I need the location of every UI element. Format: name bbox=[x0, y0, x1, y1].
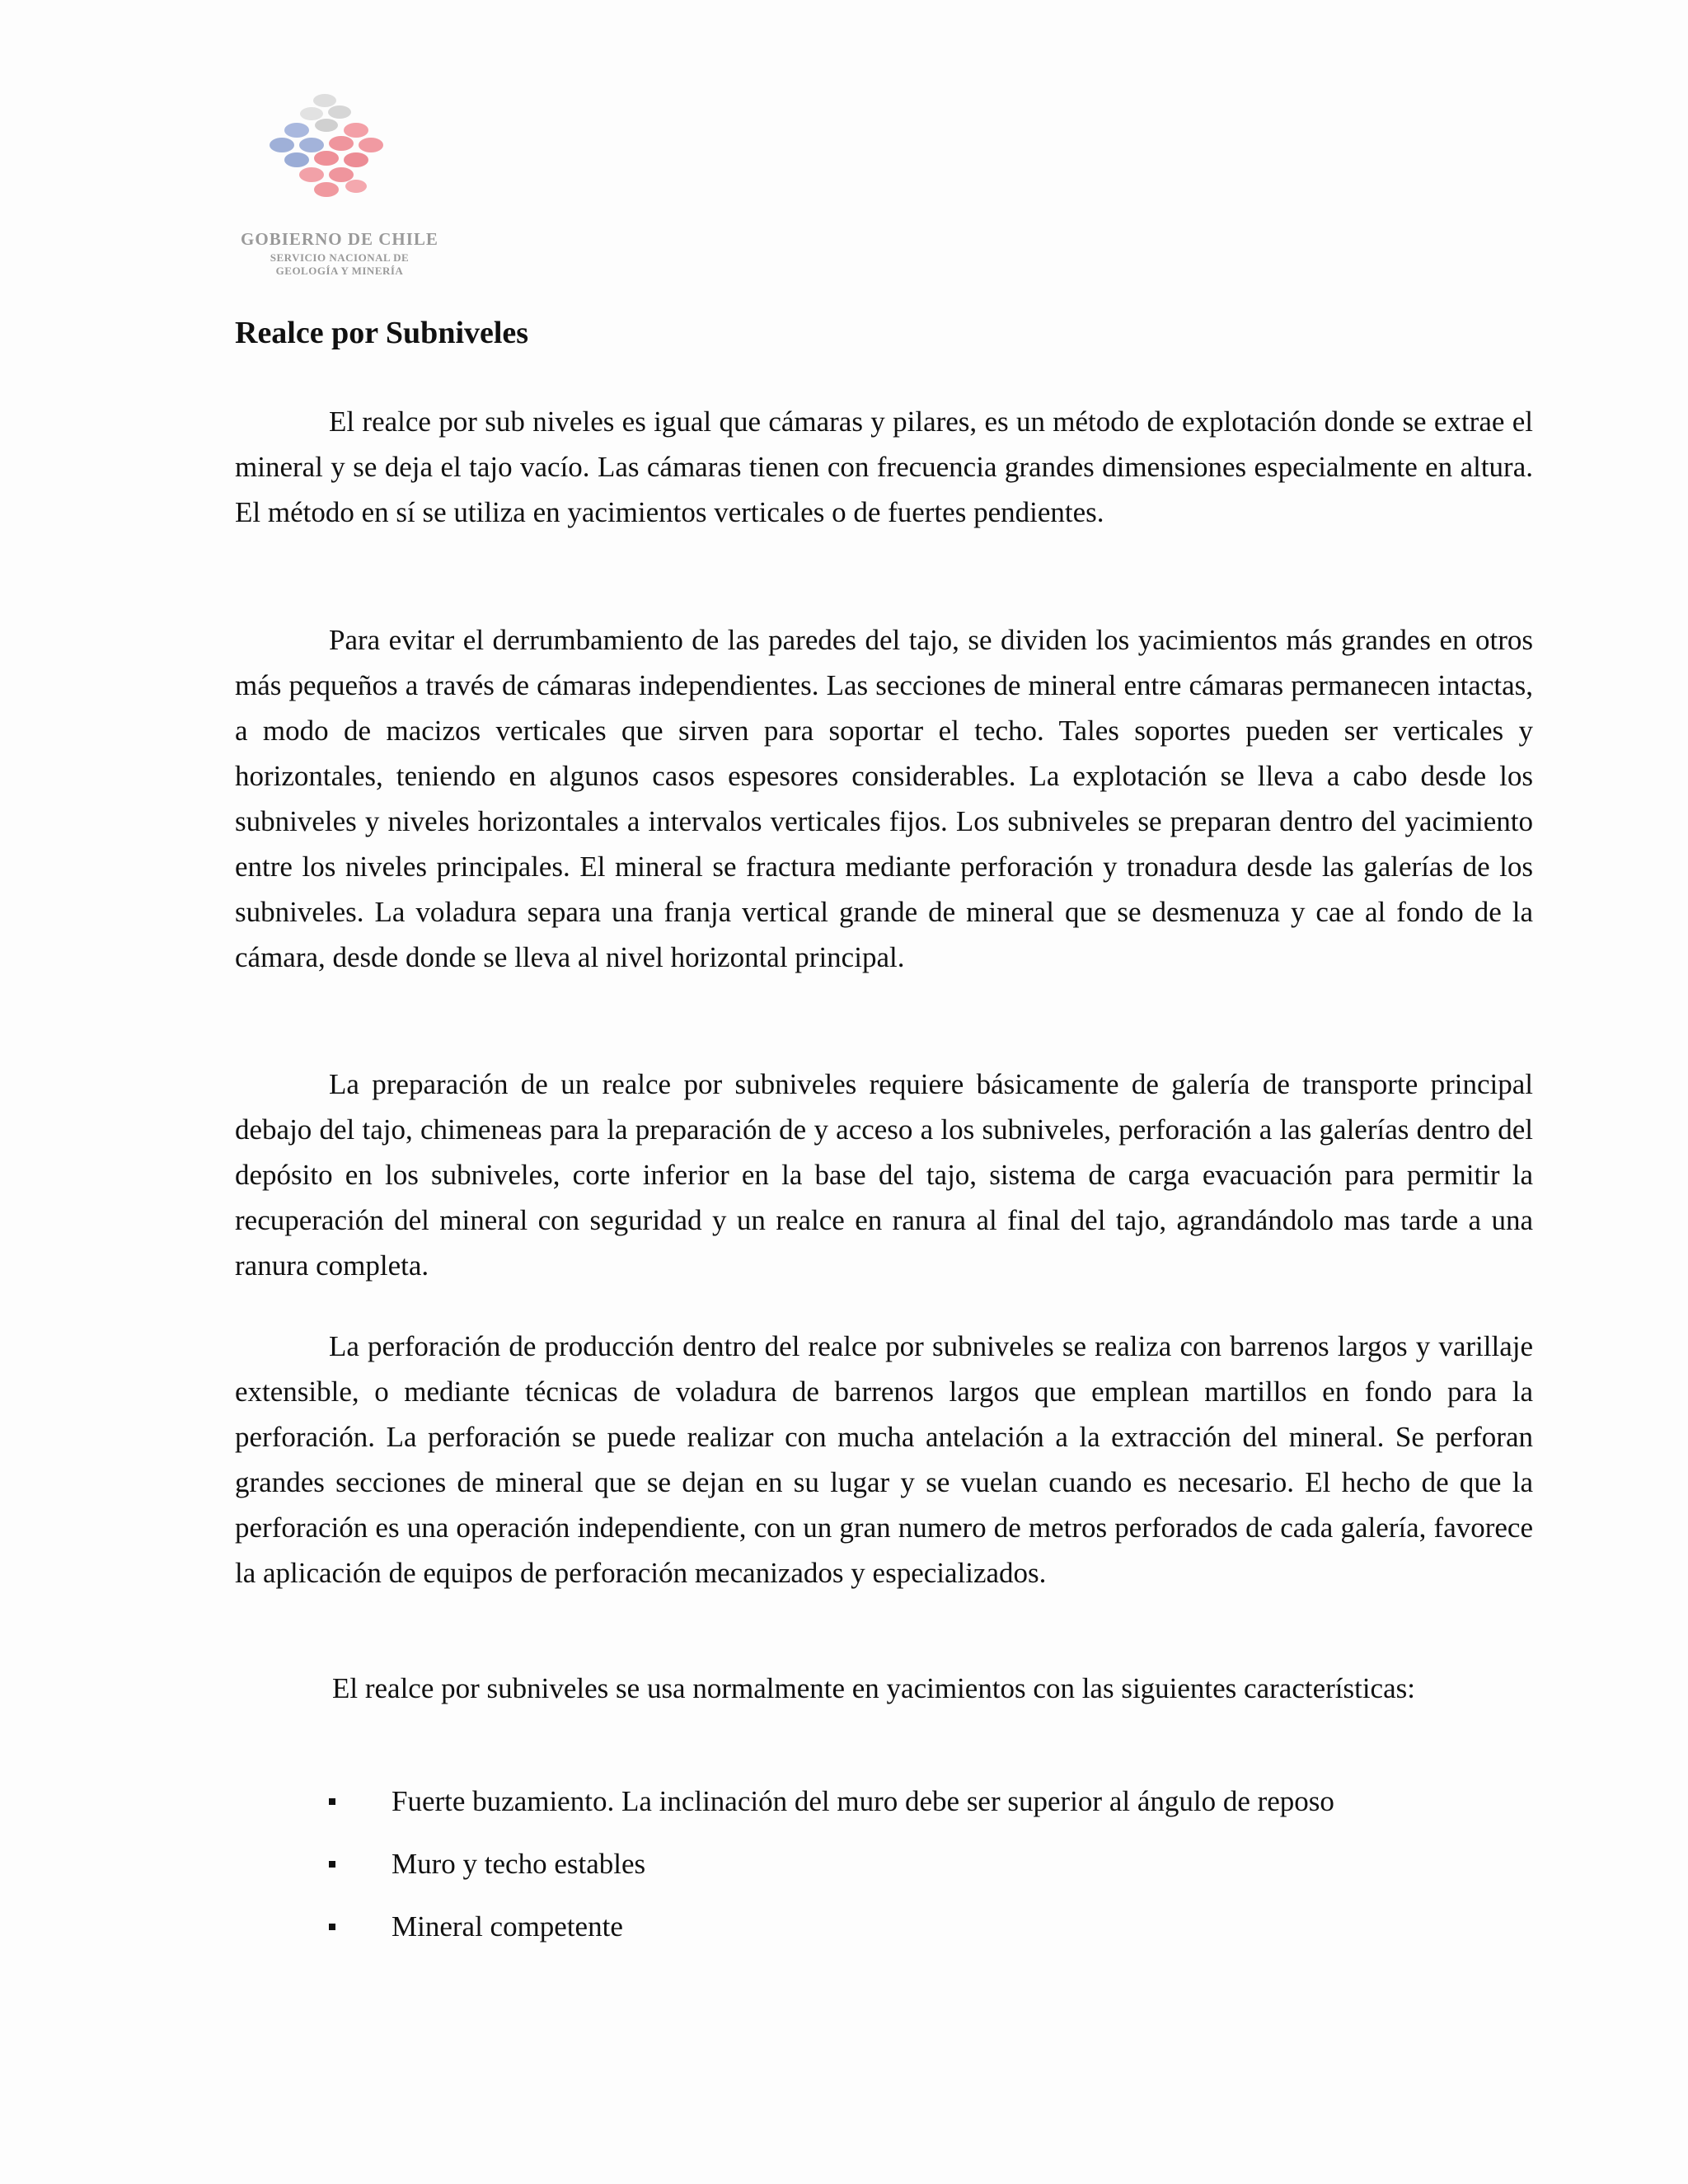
characteristics-list bbox=[326, 1779, 1334, 1966]
list-item-text: Mineral competente bbox=[392, 1910, 623, 1943]
list-item bbox=[326, 1779, 1334, 1841]
list-item-text: Fuerte buzamiento. La inclinación del muro debe ser superior al ángulo de reposo bbox=[392, 1785, 1334, 1817]
logo-caption bbox=[232, 231, 447, 276]
logo-line-2: SERVICIO NACIONAL DE bbox=[270, 251, 410, 264]
logo-line-3: GEOLOGÍA Y MINERÍA bbox=[275, 265, 404, 277]
list-item-text: Muro y techo estables bbox=[392, 1848, 646, 1880]
square-bullet-icon bbox=[329, 1861, 335, 1868]
diamond-cluster-logo-icon bbox=[264, 89, 412, 229]
paragraph-3: La preparación de un realce por subniveles requiere básicamente de galería de transporte principal debajo del tajo, chimeneas para la preparación de y acceso a los subniveles, perforación a las galerías dentro del depósito en los subniveles, corte inferior en la base del tajo, sistema de carga evacuación para permitir la recuperación del mineral con seguridad y un realce en ranura al final del tajo, agrandándolo mas tarde a una ranura completa. bbox=[235, 1068, 1533, 1282]
document-title: Realce por Subniveles bbox=[235, 316, 529, 350]
paragraph-4: La perforación de producción dentro del realce por subniveles se realiza con barrenos largos y varillaje extensible, o mediante técnicas de voladura de barrenos largos que emplean martillos en fondo para la perforación. La perforación se puede realizar con mucha antelación a la extracción del mineral. Se perforan grandes secciones de mineral que se dejan en su lugar y se vuelan cuando es necesario. El hecho de que la perforación es una operación independiente, con un gran numero de metros perforados de cada galería, favorece la aplicación de equipos de perforación mecanizados y especializados. bbox=[235, 1330, 1533, 1589]
logo-line-1: GOBIERNO DE CHILE bbox=[241, 229, 438, 249]
gobierno-de-chile-logo bbox=[232, 89, 447, 287]
list-item bbox=[326, 1904, 1334, 1966]
paragraph-2: Para evitar el derrumbamiento de las paredes del tajo, se dividen los yacimientos más grandes en otros más pequeños a través de cámaras independientes. Las secciones de mineral entre cámaras permanecen intactas, a modo de macizos verticales que sirven para soportar el techo. Tales soportes pueden ser verticales y horizontales, teniendo en algunos casos espesores considerables. La explotación se lleva a cabo desde los subniveles y niveles horizontales a intervalos verticales fijos. Los subniveles se preparan dentro del yacimiento entre los niveles principales. El mineral se fractura mediante perforación y tronadura desde las galerías de los subniveles. La voladura separa una franja vertical grande de mineral que se desmenuza y cae al fondo de la cámara, desde donde se lleva al nivel horizontal principal. bbox=[235, 624, 1533, 973]
paragraph-5: El realce por subniveles se usa normalmente en yacimientos con las siguientes características: bbox=[332, 1672, 1415, 1704]
list-item bbox=[326, 1841, 1334, 1904]
square-bullet-icon bbox=[329, 1798, 335, 1805]
paragraph-1: El realce por sub niveles es igual que cámaras y pilares, es un método de explotación donde se extrae el mineral y se deja el tajo vacío. Las cámaras tienen con frecuencia grandes dimensiones especialmente en altura. El método en sí se utiliza en yacimientos verticales o de fuertes pendientes. bbox=[235, 405, 1533, 528]
square-bullet-icon bbox=[329, 1924, 335, 1930]
